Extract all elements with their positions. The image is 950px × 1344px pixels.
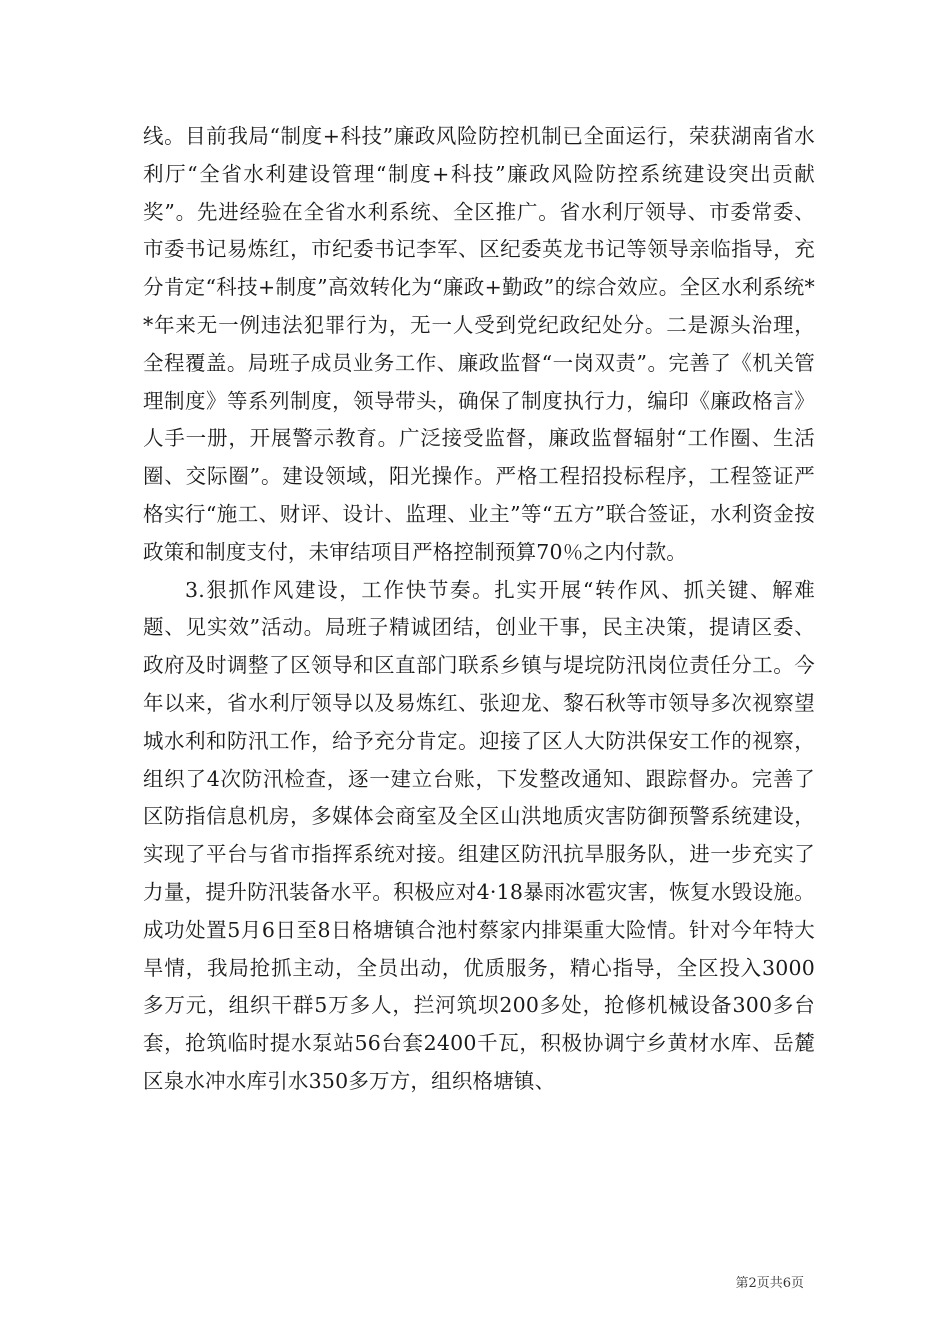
page-number-footer: 第2页共6页 [735,1276,804,1291]
paragraph-2: 3.狠抓作风建设，工作快节奏。扎实开展“转作风、抓关键、解难题、见实效”活动。局班子精诚团结，创业干事，民主决策，提请区委、政府及时调整了区领导和区直部门联系乡镇与堤垸防汛岗位责任分工。今年以来，省水利厅领导以及易炼红、张迎龙、黎石秋等市领导多次视察望城水利和防汛工作，给予充分肯定。迎接了区人大防洪保安工作的视察，组织了4次防汛检查，逐一建立台账，下发整改通知、跟踪督办。完善了区防指信息机房，多媒体会商室及全区山洪地质灾害防御预警系统建设，实现了平台与省市指挥系统对接。组建区防汛抗旱服务队，进一步充实了力量，提升防汛装备水平。积极应对4·18暴雨冰雹灾害，恢复水毁设施。成功处置5月6日至8日格塘镇合池村蔡家内排渠重大险情。针对今年特大旱情，我局抢抓主动，全员出动，优质服务，精心指导，全区投入3000多万元，组织干群5万多人，拦河筑坝200多处，抢修机械设备300多台套，抢筑临时提水泵站56台套2400千瓦，积极协调宁乡黄材水库、岳麓区泉水冲水库引水350多万方，组织格塘镇、 [143,577,815,1093]
document-body [143,118,815,1101]
paragraph-1: 线。目前我局“制度+科技”廉政风险防控机制已全面运行，荣获湖南省水利厅“全省水利建设管理“制度+科技”廉政风险防控系统建设突出贡献奖”。先进经验在全省水利系统、全区推广。省水利厅领导、市委常委、市委书记易炼红，市纪委书记李军、区纪委英龙书记等领导亲临指导，充分肯定“科技+制度”高效转化为“廉政+勤政”的综合效应。全区水利系统**年来无一例违法犯罪行为，无一人受到党纪政纪处分。二是源头治理，全程覆盖。局班子成员业务工作、廉政监督“一岗双责”。完善了《机关管理制度》等系列制度，领导带头，确保了制度执行力，编印《廉政格言》人手一册，开展警示教育。广泛接受监督，廉政监督辐射“工作圈、生活圈、交际圈”。建设领域，阳光操作。严格工程招投标程序，工程签证严格实行“施工、财评、设计、监理、业主”等“五方”联合签证，水利资金按政策和制度支付，未审结项目严格控制预算70％之内付款。 [143,124,816,564]
